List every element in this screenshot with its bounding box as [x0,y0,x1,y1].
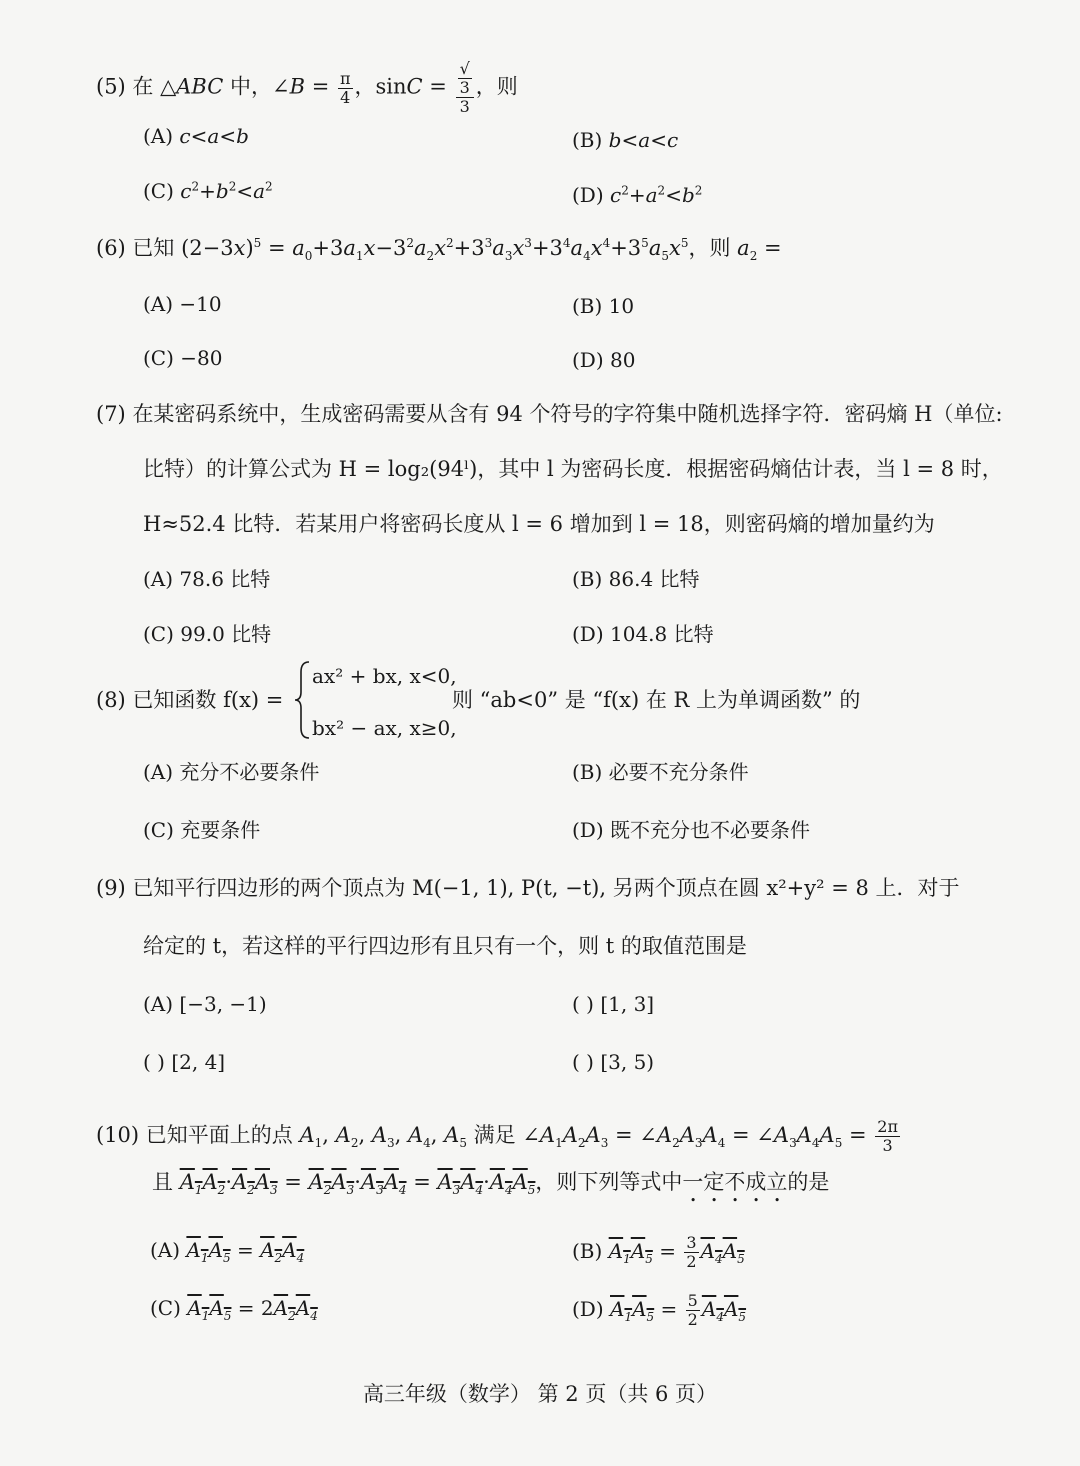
q7-option-d: (D) 104.8 比特 [572,622,714,646]
q8-option-b: (B) 必要不充分条件 [572,760,749,784]
q7-line2: 比特）的计算公式为 H = log₂(94ˡ)，其中 l 为密码长度．根据密码熵估计表，当 l = 8 时， [143,457,1003,481]
q6-option-a: (A) −10 [143,292,222,316]
q7-line3: H≈52.4 比特．若某用户将密码长度从 l = 6 增加到 l = 18，则密码熵的增加量约为 [143,512,935,536]
q9-option-b: ( ) [1, 3] [572,992,655,1016]
question-6: (6) 已知 $(2-3x)^5 = a_0+3a_1x-3^2a_2x^2+3^3a_3x^3+3^4a_4x^4+3^5a_5x^5$，则 $a_2$ = [96,236,782,264]
question-8 [96,686,283,714]
q7-line1: 在某密码系统中，生成密码需要从含有 94 个符号的字符集中随机选择字符．密码熵 H（单位: [132,402,1003,426]
question-7 [96,400,1003,428]
q10-option-b: (B) $A_1A_5$ = $\frac{3}{2}$ $A_4A_5$ [572,1233,745,1271]
q8-case-1: ax² + bx, x<0, [312,664,457,688]
q10-option-a: (A) $A_1A_5 = A_2A_4$ [150,1238,305,1265]
q8-condition: 则 “ab<0” 是 “f(x) 在 R 上为单调函数” 的 [452,688,861,712]
question-5: (5) 在 △ABC 中，∠B = $\frac{\pi}{4}$ ，sinC = √ 3 3 ，则 [96,59,518,116]
q5-number: (5) [96,74,126,99]
q9-line1: 已知平行四边形的两个顶点为 M(−1, 1), P(t, −t), 另两个顶点在圆 x²+y² = 8 上．对于 [132,876,960,900]
q8-number: (8) [96,688,126,712]
q8-case-2: bx² − ax, x≥0, [312,716,457,740]
q9-number: (9) [96,876,126,900]
q10-line2: 且 $A_1A_2\cdot A_2A_3 = A_2A_3\cdot A_3A_4 = A_3A_4\cdot A_4A_5$，则下列等式中一定不成立的是 [152,1170,830,1198]
q6-option-c: (C) −80 [143,346,223,370]
q7-option-b: (B) 86.4 比特 [572,567,700,591]
q9-option-c: ( ) [2, 4] [143,1050,226,1074]
q8-function-label: 已知函数 f(x) = [132,688,284,712]
q10-option-d: (D) $A_1A_5$ = $\frac{5}{2}$ $A_4A_5$ [572,1291,747,1329]
q6-option-b: (B) 10 [572,294,635,318]
q7-number: (7) [96,402,126,426]
q9-option-d: ( ) [3, 5) [572,1050,655,1074]
q5-option-c: (C) $c^2+b^2<a^2$ [143,179,273,203]
page-footer: 高三年级（数学） 第 2 页（共 6 页） [362,1382,718,1406]
question-10: (10) 已知平面上的点 $A_1$, $A_2$, $A_3$, $A_4$, $A_5$ 满足 $\angle A_1A_2A_3$ = $\angle A_2A_3A_4$ = $\angle A_3A_4A_5$ = $\frac{2\pi}{3}$ [96,1117,898,1155]
q5-option-b: (B) b<a<c [572,128,679,152]
brace-icon [293,660,313,740]
q8-option-d: (D) 既不充分也不必要条件 [572,818,810,842]
q8-option-c: (C) 充要条件 [143,818,261,842]
q8-option-a: (A) 充分不必要条件 [143,760,320,784]
q9-line2: 给定的 t，若这样的平行四边形有且只有一个，则 t 的取值范围是 [143,934,747,958]
q5-option-d: (D) $c^2+a^2<b^2$ [572,183,703,207]
q9-option-a: (A) [−3, −1) [143,992,267,1016]
q6-option-d: (D) 80 [572,348,636,372]
q5-option-a: (A) c<a<b [143,124,249,148]
q10-option-c: (C) $A_1A_5 = 2A_2A_4$ [150,1296,318,1323]
q7-option-c: (C) 99.0 比特 [143,622,272,646]
q7-option-a: (A) 78.6 比特 [143,567,271,591]
question-9 [96,874,960,902]
